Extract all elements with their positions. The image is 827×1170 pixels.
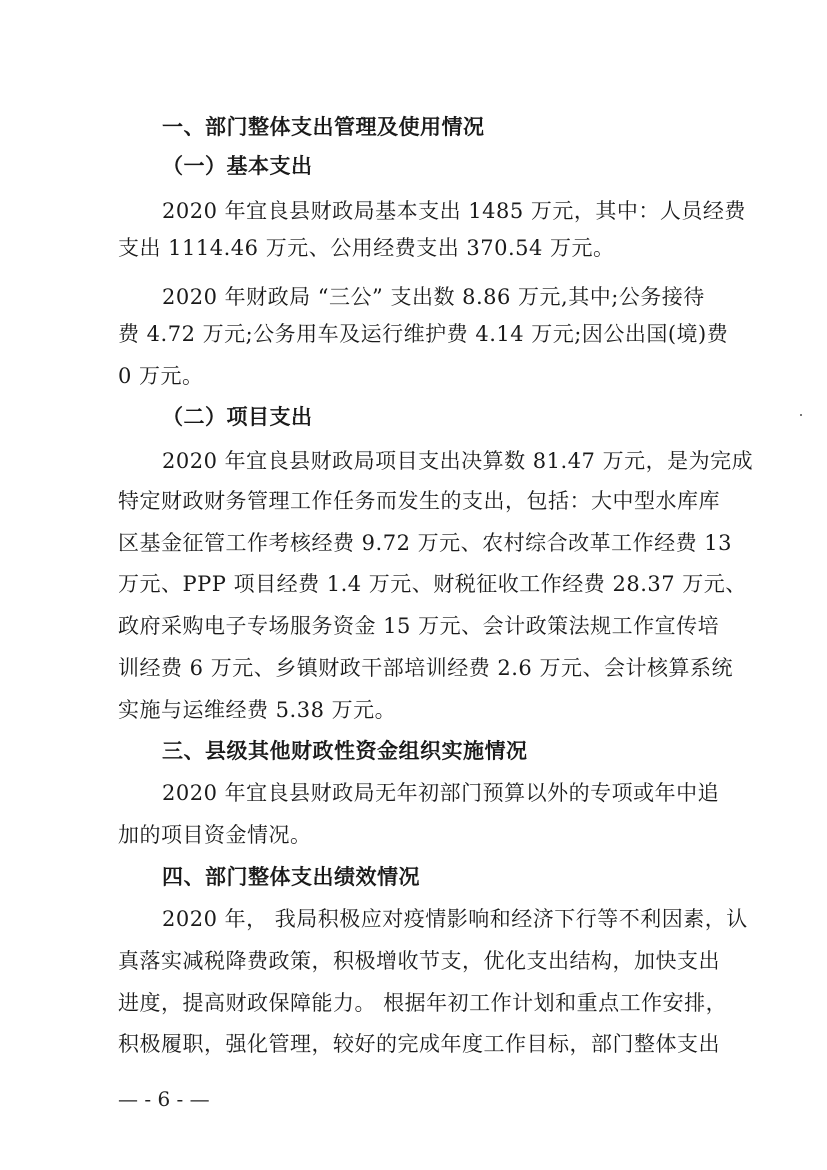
paragraph-line: 2020 年宜良县财政局基本支出 1485 万元，其中：人员经费	[162, 199, 746, 223]
paragraph-line: 加的项目资金情况。	[118, 823, 312, 847]
subsection-heading-project-expenditure: （二）项目支出	[162, 405, 313, 429]
paragraph-line: 政府采购电子专场服务资金 15 万元、会计政策法规工作宣传培	[118, 614, 720, 638]
paragraph-line: 2020 年， 我局积极应对疫情影响和经济下行等不利因素，认	[162, 907, 748, 931]
paragraph-line: 2020 年财政局 “三公” 支出数 8.86 万元,其中;公务接待	[162, 285, 705, 309]
paragraph-line: 进度，提高财政保障能力。 根据年初工作计划和重点工作安排，	[118, 991, 728, 1015]
paragraph-line: 支出 1114.46 万元、公用经费支出 370.54 万元。	[118, 236, 615, 260]
page-number: — - 6 - —	[118, 1087, 210, 1111]
paragraph-line: 0 万元。	[118, 364, 204, 388]
section-heading-3: 三、县级其他财政性资金组织实施情况	[162, 739, 528, 763]
section-heading-1: 一、部门整体支出管理及使用情况	[162, 115, 485, 139]
scan-speck	[800, 414, 802, 416]
paragraph-line: 万元、PPP 项目经费 1.4 万元、财税征收工作经费 28.37 万元、	[118, 572, 747, 596]
paragraph-line: 2020 年宜良县财政局无年初部门预算以外的专项或年中追	[162, 781, 720, 805]
subsection-heading-basic-expenditure: （一）基本支出	[162, 154, 313, 178]
paragraph-line: 2020 年宜良县财政局项目支出决算数 81.47 万元，是为完成	[162, 449, 754, 473]
paragraph-line: 费 4.72 万元;公务用车及运行维护费 4.14 万元;因公出国(境)费	[118, 322, 729, 346]
paragraph-line: 区基金征管工作考核经费 9.72 万元、农村综合改革工作经费 13	[118, 531, 733, 555]
paragraph-line: 真落实减税降费政策，积极增收节支，优化支出结构，加快支出	[118, 949, 720, 973]
paragraph-line: 训经费 6 万元、乡镇财政干部培训经费 2.6 万元、会计核算系统	[118, 656, 733, 680]
section-heading-4: 四、部门整体支出绩效情况	[162, 865, 420, 889]
paragraph-line: 积极履职，强化管理，较好的完成年度工作目标，部门整体支出	[118, 1032, 720, 1056]
paragraph-line: 特定财政财务管理工作任务而发生的支出，包括：大中型水库库	[118, 489, 720, 513]
paragraph-line: 实施与运维经费 5.38 万元。	[118, 698, 397, 722]
